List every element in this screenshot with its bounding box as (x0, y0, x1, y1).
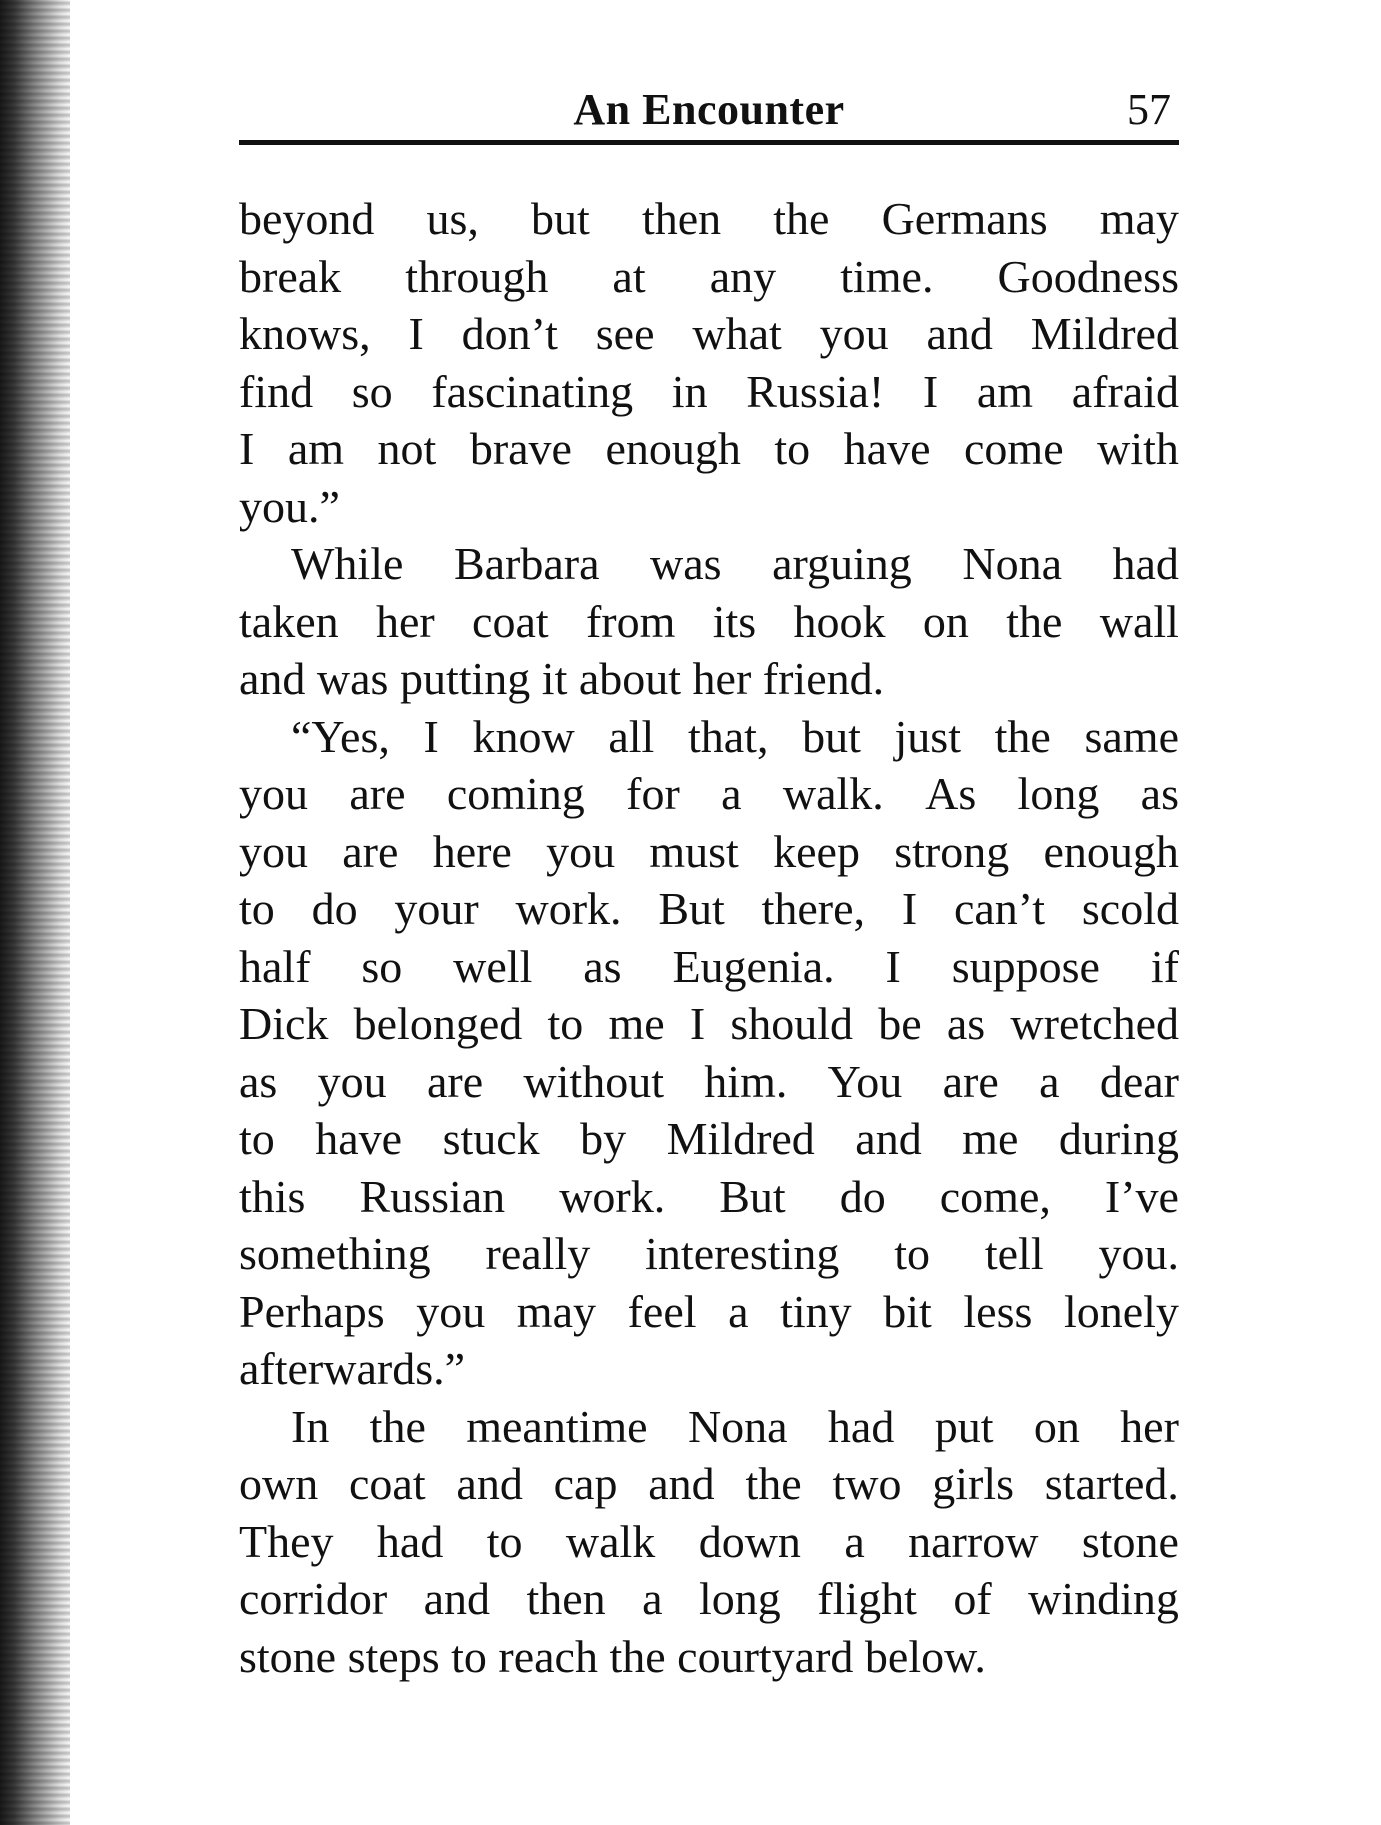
book-page (239, 70, 1179, 1682)
text-line: afterwards.” (239, 1343, 466, 1394)
page-number: 57 (1127, 85, 1171, 134)
word: wall (1099, 595, 1179, 647)
word: me (608, 998, 665, 1049)
word: I (901, 883, 918, 934)
word: him. (704, 1055, 788, 1107)
word: had (827, 1400, 895, 1452)
text-line (239, 1053, 1179, 1111)
word: keep (773, 825, 860, 877)
word: coat (472, 595, 549, 647)
word: am (976, 365, 1034, 417)
running-header (239, 70, 1179, 136)
word: put (934, 1400, 994, 1452)
word: may (516, 1285, 596, 1337)
word: I’ve (1104, 1170, 1179, 1222)
word: you. (1098, 1228, 1179, 1279)
word: arguing (772, 538, 912, 589)
text-line (239, 363, 1179, 421)
word: and (648, 1458, 715, 1509)
word: time. (840, 250, 934, 302)
word: “Yes, (291, 710, 390, 762)
word: Nona (687, 1400, 788, 1452)
word: come (964, 423, 1064, 474)
word: Dick (239, 998, 329, 1049)
word: feel (627, 1285, 697, 1337)
word: tiny (780, 1285, 852, 1337)
word: from (585, 595, 676, 647)
word: started. (1044, 1458, 1179, 1509)
word: so (361, 940, 403, 992)
header-rule (239, 140, 1179, 145)
word: come, (939, 1170, 1051, 1222)
text-line: stone steps to reach the courtyard below. (239, 1630, 986, 1682)
word: to (486, 1515, 523, 1567)
text-line (239, 1168, 1179, 1226)
word: something (239, 1228, 431, 1279)
word: enough (605, 423, 741, 474)
word: and (926, 308, 993, 359)
word: two (832, 1458, 902, 1509)
word: her (375, 595, 435, 647)
word: Russian (359, 1170, 506, 1222)
text-line (239, 995, 1179, 1053)
text-line (239, 1455, 1179, 1513)
word: are (342, 825, 399, 877)
word: corridor (239, 1573, 388, 1624)
word: for (626, 768, 680, 819)
word: Mildred (666, 1113, 815, 1164)
word: belonged (353, 998, 523, 1049)
word: As (925, 768, 977, 819)
word: They (239, 1515, 334, 1567)
word: You (827, 1055, 903, 1107)
text-line (239, 880, 1179, 938)
word: do (839, 1170, 886, 1222)
word: to (239, 1113, 275, 1164)
word: should (730, 998, 854, 1049)
word: brave (469, 423, 572, 474)
word: you (239, 768, 308, 819)
word: to (547, 998, 584, 1049)
body-text (239, 190, 1179, 1685)
word: just (894, 710, 961, 762)
word: am (287, 423, 345, 474)
text-line (239, 1398, 1179, 1456)
word: Nona (962, 538, 1062, 589)
word: this (239, 1170, 306, 1222)
paragraph (239, 535, 1179, 708)
word: tell (984, 1228, 1044, 1279)
word: that, (687, 710, 769, 762)
text-line (239, 1513, 1179, 1571)
word: all (608, 710, 655, 762)
word: wretched (1010, 998, 1179, 1049)
word: you (317, 1055, 387, 1107)
word: I (689, 998, 706, 1049)
text-line (239, 535, 1179, 593)
text-line (239, 420, 1179, 478)
word: walk. (782, 768, 884, 819)
word: girls (932, 1458, 1014, 1509)
word: during (1058, 1113, 1179, 1164)
word: work. (559, 1170, 666, 1222)
word: stuck (442, 1113, 540, 1164)
word: as (1140, 768, 1179, 819)
word: as (583, 940, 622, 992)
text-line (239, 1570, 1179, 1628)
word: work. (515, 883, 622, 934)
word: I (423, 710, 439, 762)
text-line (239, 1110, 1179, 1168)
word: be (878, 998, 922, 1049)
word: strong (894, 825, 1010, 877)
word: at (612, 250, 646, 302)
word: there, (761, 883, 866, 934)
word: Eugenia. (672, 940, 835, 992)
word: fascinating (431, 365, 634, 417)
word: have (315, 1113, 403, 1164)
word: what (692, 308, 782, 359)
word: scold (1081, 883, 1179, 934)
word: walk (565, 1515, 656, 1567)
word: Goodness (997, 250, 1179, 302)
word: a (844, 1515, 865, 1567)
word: your (394, 883, 479, 934)
word: to (894, 1228, 930, 1279)
word: had (376, 1515, 444, 1567)
text-line (239, 1283, 1179, 1341)
word: so (351, 365, 393, 417)
word: don’t (461, 308, 558, 359)
word: I (408, 308, 424, 359)
word: have (843, 423, 931, 474)
word: less (963, 1285, 1033, 1337)
word: us, (426, 193, 479, 244)
word: the (745, 1458, 802, 1509)
word: of (953, 1573, 992, 1624)
word: you (416, 1285, 486, 1337)
word: in (671, 365, 708, 417)
word: to (774, 423, 811, 474)
word: as (946, 998, 986, 1049)
word: winding (1028, 1573, 1179, 1624)
word: down (698, 1515, 801, 1567)
word: if (1150, 940, 1179, 992)
text-line: you.” (239, 480, 340, 532)
word: long (1017, 768, 1100, 819)
word: break (239, 250, 342, 302)
paragraph (239, 190, 1179, 535)
text-line (239, 938, 1179, 996)
word: knows, (239, 308, 371, 359)
word: you (546, 825, 616, 877)
word: While (291, 538, 404, 589)
text-line (239, 305, 1179, 363)
word: her (1120, 1400, 1179, 1452)
word: on (922, 595, 969, 647)
word: a (721, 768, 742, 819)
word: its (712, 595, 757, 647)
word: any (709, 250, 777, 302)
paragraph (239, 1398, 1179, 1686)
word: Perhaps (239, 1285, 385, 1337)
word: beyond (239, 193, 375, 244)
word: I (885, 940, 901, 992)
text-line (239, 593, 1179, 651)
word: was (650, 538, 722, 589)
word: by (580, 1113, 627, 1164)
word: the (773, 193, 830, 244)
word: are (426, 1055, 484, 1107)
text-line (239, 248, 1179, 306)
word: meantime (466, 1400, 648, 1452)
word: a (642, 1573, 663, 1624)
word: and (456, 1458, 523, 1509)
word: you (239, 825, 308, 877)
word: afraid (1071, 365, 1179, 417)
word: but (802, 710, 861, 762)
word: do (311, 883, 358, 934)
word: same (1084, 710, 1179, 762)
chapter-title: An Encounter (573, 85, 845, 134)
word: Barbara (453, 538, 600, 589)
word: narrow (908, 1515, 1039, 1567)
word: bit (883, 1285, 932, 1337)
text-line (239, 1225, 1179, 1283)
word: cap (553, 1458, 618, 1509)
word: Germans (881, 193, 1048, 244)
word: may (1099, 193, 1179, 244)
text-line (239, 765, 1179, 823)
word: half (239, 940, 311, 992)
word: suppose (951, 940, 1100, 992)
word: me (962, 1113, 1019, 1164)
word: stone (1081, 1515, 1179, 1567)
word: Mildred (1030, 308, 1179, 359)
book-spine-shadow (0, 0, 70, 1825)
word: with (1097, 423, 1179, 474)
word: long (699, 1573, 781, 1624)
word: But (719, 1170, 786, 1222)
word: then (526, 1573, 606, 1624)
word: to (239, 883, 275, 934)
word: without (523, 1055, 664, 1107)
word: coming (446, 768, 585, 819)
word: taken (239, 595, 339, 647)
word: well (453, 940, 533, 992)
word: In (291, 1400, 330, 1452)
word: interesting (645, 1228, 840, 1279)
text-line (239, 190, 1179, 248)
word: and (423, 1573, 491, 1624)
word: find (239, 365, 314, 417)
word: had (1112, 538, 1179, 589)
word: can’t (953, 883, 1046, 934)
word: must (649, 825, 739, 877)
word: know (472, 710, 575, 762)
word: the (369, 1400, 426, 1452)
word: a (1039, 1055, 1060, 1107)
word: are (942, 1055, 999, 1107)
paragraph (239, 708, 1179, 1398)
word: you (819, 308, 889, 359)
word: on (1033, 1400, 1080, 1452)
word: Russia! (746, 365, 885, 417)
word: lonely (1063, 1285, 1179, 1337)
word: see (595, 308, 655, 359)
word: hook (793, 595, 886, 647)
word: are (349, 768, 406, 819)
text-line: and was putting it about her friend. (239, 653, 885, 704)
word: not (377, 423, 437, 474)
word: then (641, 193, 722, 244)
word: but (531, 193, 590, 244)
word: dear (1099, 1055, 1179, 1107)
word: a (728, 1285, 749, 1337)
word: I (239, 423, 255, 474)
word: But (658, 883, 725, 934)
word: the (994, 710, 1051, 762)
word: through (405, 250, 549, 302)
word: the (1006, 595, 1063, 647)
word: I (922, 365, 939, 417)
word: here (432, 825, 512, 877)
text-line (239, 708, 1179, 766)
text-line (239, 823, 1179, 881)
word: coat (349, 1458, 426, 1509)
word: flight (817, 1573, 917, 1624)
word: and (855, 1113, 922, 1164)
word: as (239, 1055, 278, 1107)
word: really (485, 1228, 591, 1279)
word: enough (1043, 825, 1179, 877)
word: own (239, 1458, 319, 1509)
